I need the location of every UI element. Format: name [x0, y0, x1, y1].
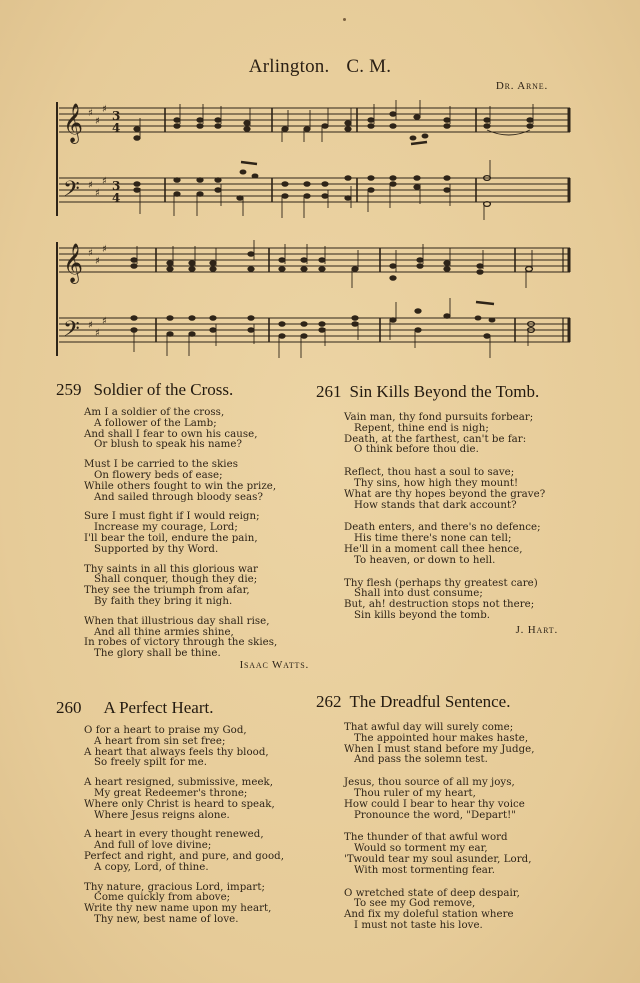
verse-line: Must I be carried to the skies	[84, 459, 238, 471]
svg-text:4: 4	[112, 191, 121, 205]
verse-line: My great Redeemer's throne;	[94, 787, 248, 799]
svg-text:♯: ♯	[95, 328, 100, 339]
verse-line: On flowery beds of ease;	[94, 469, 223, 481]
verse-line: Where Jesus reigns alone.	[94, 809, 230, 821]
verse-line: Am I a soldier of the cross,	[84, 407, 225, 418]
verse-line: And fix my doleful station where	[344, 909, 514, 921]
verse-line: I'll bear the toil, endure the pain,	[84, 532, 258, 544]
verse-line: And shall I fear to own his cause,	[84, 428, 258, 440]
stanza	[344, 523, 586, 566]
verse-line: Death, at the farthest, can't be far:	[344, 433, 527, 445]
verse-line: And pass the solemn test.	[354, 754, 488, 766]
stanza	[344, 579, 586, 622]
verse-line: In robes of victory through the skies,	[84, 637, 278, 649]
stanza	[344, 468, 586, 511]
verse-line: A heart in every thought renewed,	[84, 829, 264, 841]
verse-line: How could I bear to hear thy voice	[344, 798, 525, 810]
stanza	[344, 833, 586, 876]
svg-text:𝄢: 𝄢	[63, 317, 80, 347]
svg-text:♯: ♯	[95, 256, 100, 267]
verse-line: O think before thou die.	[354, 444, 479, 456]
verse-line: Shall into dust consume;	[354, 588, 483, 600]
stanza	[344, 778, 586, 821]
verse-line: Thy flesh (perhaps thy greatest care)	[344, 577, 538, 589]
stanza	[84, 883, 311, 926]
verse-line: His time there's none can tell;	[354, 533, 512, 545]
verse-line: By faith they bring it nigh.	[94, 595, 233, 607]
svg-text:♯: ♯	[102, 316, 107, 327]
verse-line: O for a heart to praise my God,	[84, 725, 247, 736]
verse-line: And full of love divine;	[94, 840, 212, 852]
verse-line: Pronounce the word, "Depart!"	[354, 809, 516, 821]
verse-line: Would so torment my ear,	[354, 843, 488, 855]
stanza	[84, 460, 311, 503]
verse-line: To see my God remove,	[354, 898, 476, 910]
verse-line: Sure I must fight if I would reign;	[84, 511, 260, 523]
svg-text:♯: ♯	[102, 176, 107, 187]
svg-text:♯: ♯	[88, 320, 93, 331]
tune-meter: C. M.	[346, 56, 392, 77]
stanza	[344, 413, 586, 456]
verse-line: Perfect and right, and pure, and good,	[84, 850, 285, 862]
verse-line: What are thy hopes beyond the grave?	[344, 488, 546, 500]
verse-line: To heaven, or down to hell.	[354, 554, 496, 566]
hymn-259	[56, 380, 311, 671]
verse-line: Repent, thine end is nigh;	[354, 422, 489, 434]
verse-line: Increase my courage, Lord;	[94, 522, 238, 534]
hymn-heading	[56, 380, 311, 400]
hymn-heading	[316, 692, 586, 712]
stanza	[84, 726, 311, 769]
stanza	[84, 565, 311, 608]
verse-line: The appointed hour makes haste,	[354, 732, 529, 744]
svg-text:4: 4	[112, 121, 121, 135]
verse-line: They see the triumph from afar,	[84, 585, 250, 597]
hymn-title: A Perfect Heart.	[103, 698, 214, 717]
verse-line: Thou ruler of my heart,	[354, 787, 476, 799]
tune-title	[0, 56, 640, 78]
verse-line: Come quickly from above;	[94, 892, 231, 904]
hymn-260	[56, 698, 311, 935]
hymn-author: Isaac Watts.	[239, 658, 309, 671]
verse-line: That awful day will surely come;	[344, 722, 514, 733]
verse-line: A heart from sin set free;	[94, 735, 226, 747]
verse-line: Thy nature, gracious Lord, impart;	[84, 881, 265, 893]
hymn-title: The Dreadful Sentence.	[349, 692, 511, 711]
svg-text:𝄞: 𝄞	[63, 103, 84, 143]
verse-line: With most tormenting fear.	[354, 864, 495, 876]
music-system-1	[55, 96, 575, 224]
verse-line: How stands that dark account?	[354, 499, 517, 511]
tune-name: Arlington.	[248, 56, 330, 77]
stanza	[84, 408, 311, 451]
hymn-title: Soldier of the Cross.	[93, 380, 234, 399]
verse-line: The thunder of that awful word	[344, 832, 508, 844]
music-system-2	[55, 236, 575, 364]
svg-text:♯: ♯	[88, 180, 93, 191]
verse-line: Death enters, and there's no defence;	[344, 522, 541, 534]
hymn-262	[316, 692, 586, 941]
verse-line: Thy new, best name of love.	[94, 913, 239, 925]
verse-line: While others fought to win the prize,	[84, 480, 277, 492]
svg-text:♯: ♯	[95, 116, 100, 127]
stanza	[344, 723, 586, 766]
verse-line: But, ah! destruction stops not there;	[344, 599, 535, 611]
verse-line: Jesus, thou source of all my joys,	[344, 777, 515, 789]
tune-composer: Dr. Arne.	[495, 80, 548, 92]
svg-text:♯: ♯	[88, 108, 93, 119]
verse-line: Write thy new name upon my heart,	[84, 903, 272, 915]
verse-line: And sailed through bloody seas?	[94, 491, 263, 503]
hymn-number: 261	[316, 382, 342, 401]
stanza	[84, 830, 311, 873]
verse-line: A follower of the Lamb;	[94, 417, 217, 429]
hymn-number: 260	[56, 698, 82, 717]
verse-line: Thy sins, how high they mount!	[354, 477, 519, 489]
hymn-title: Sin Kills Beyond the Tomb.	[349, 382, 540, 401]
stanza	[84, 512, 311, 555]
svg-text:3: 3	[112, 179, 121, 193]
stanza	[84, 778, 311, 821]
hymn-heading	[56, 698, 311, 718]
hymn-author: J. Hart.	[515, 623, 558, 636]
verse-line: I must not taste his love.	[354, 919, 483, 931]
verse-line: O wretched state of deep despair,	[344, 887, 520, 899]
hymn-number: 262	[316, 692, 342, 711]
svg-text:♯: ♯	[88, 248, 93, 259]
verse-line: The glory shall be thine.	[94, 648, 221, 660]
hymn-number: 259	[56, 380, 82, 399]
verse-line: A heart that always feels thy blood,	[84, 746, 269, 758]
print-speck	[343, 18, 346, 21]
verse-line: Where only Christ is heard to speak,	[84, 798, 275, 810]
verse-line: When I must stand before my Judge,	[344, 743, 535, 755]
verse-line: And all thine armies shine,	[94, 626, 234, 638]
svg-text:♯: ♯	[102, 104, 107, 115]
svg-text:♯: ♯	[102, 244, 107, 255]
verse-line: A copy, Lord, of thine.	[94, 861, 209, 873]
music-notation-svg	[55, 96, 575, 224]
stanza	[344, 889, 586, 932]
verse-line: Sin kills beyond the tomb.	[354, 609, 491, 621]
svg-text:𝄢: 𝄢	[63, 177, 80, 207]
verse-line: Thy saints in all this glorious war	[84, 563, 258, 575]
verse-line: Or blush to speak his name?	[94, 439, 242, 451]
verse-line: A heart resigned, submissive, meek,	[84, 777, 274, 789]
svg-text:♯: ♯	[95, 188, 100, 199]
verse-line: So freely spilt for me.	[94, 757, 207, 769]
hymn-heading	[316, 382, 586, 402]
svg-text:𝄞: 𝄞	[63, 243, 84, 283]
stanza	[84, 617, 311, 660]
verse-line: Reflect, thou hast a soul to save;	[344, 467, 515, 479]
svg-text:3: 3	[112, 109, 121, 123]
verse-line: Shall conquer, though they die;	[94, 574, 258, 586]
verse-line: 'Twould tear my soul asunder, Lord,	[344, 853, 532, 865]
music-notation-svg	[55, 236, 575, 364]
verse-line: Vain man, thy fond pursuits forbear;	[344, 412, 534, 423]
verse-line: When that illustrious day shall rise,	[84, 615, 270, 627]
verse-line: Supported by thy Word.	[94, 543, 219, 555]
verse-line: He'll in a moment call thee hence,	[344, 543, 523, 555]
hymn-261	[316, 382, 586, 636]
